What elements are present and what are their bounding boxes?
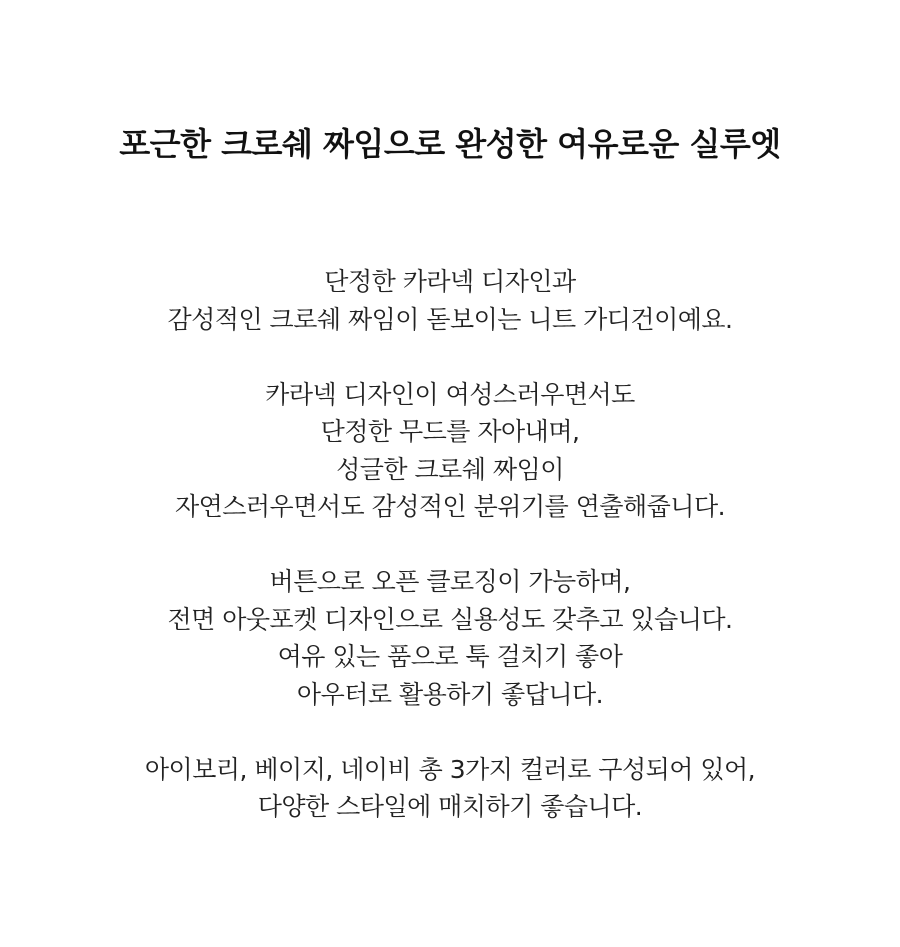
paragraph-colors: [0, 751, 900, 826]
text-line: 다양한 스타일에 매치하기 좋습니다.: [257, 792, 643, 821]
text-line: 단정한 무드를 자아내며,: [320, 417, 580, 446]
text-line: 성글한 크로쉐 짜임이: [336, 454, 564, 484]
text-line: 감성적인 크로쉐 짜임이 돋보이는 니트 가디건이예요.: [167, 304, 733, 334]
text-line: 여유 있는 품으로 툭 걸치기 좋아: [277, 642, 623, 671]
text-line: 아이보리, 베이지, 네이비 총 3가지 컬러로 구성되어 있어,: [144, 754, 756, 784]
text-line: 카라넥 디자인이 여성스러우면서도: [265, 379, 635, 409]
paragraph-collar: [0, 376, 900, 526]
text-line: 전면 아웃포켓 디자인으로 실용성도 갖추고 있습니다.: [167, 604, 733, 634]
text-line: 아우터로 활용하기 좋답니다.: [296, 679, 604, 709]
description-body: [0, 263, 900, 826]
text-line: 자연스러우면서도 감성적인 분위기를 연출해줍니다.: [174, 492, 726, 521]
paragraph-closure: [0, 563, 900, 713]
text-line: 단정한 카라넥 디자인과: [324, 267, 576, 296]
text-line: 버튼으로 오픈 클로징이 가능하며,: [269, 567, 631, 596]
paragraph-intro: [0, 263, 900, 338]
headline: 포근한 크로쉐 짜임으로 완성한 여유로운 실루엣: [119, 125, 781, 163]
